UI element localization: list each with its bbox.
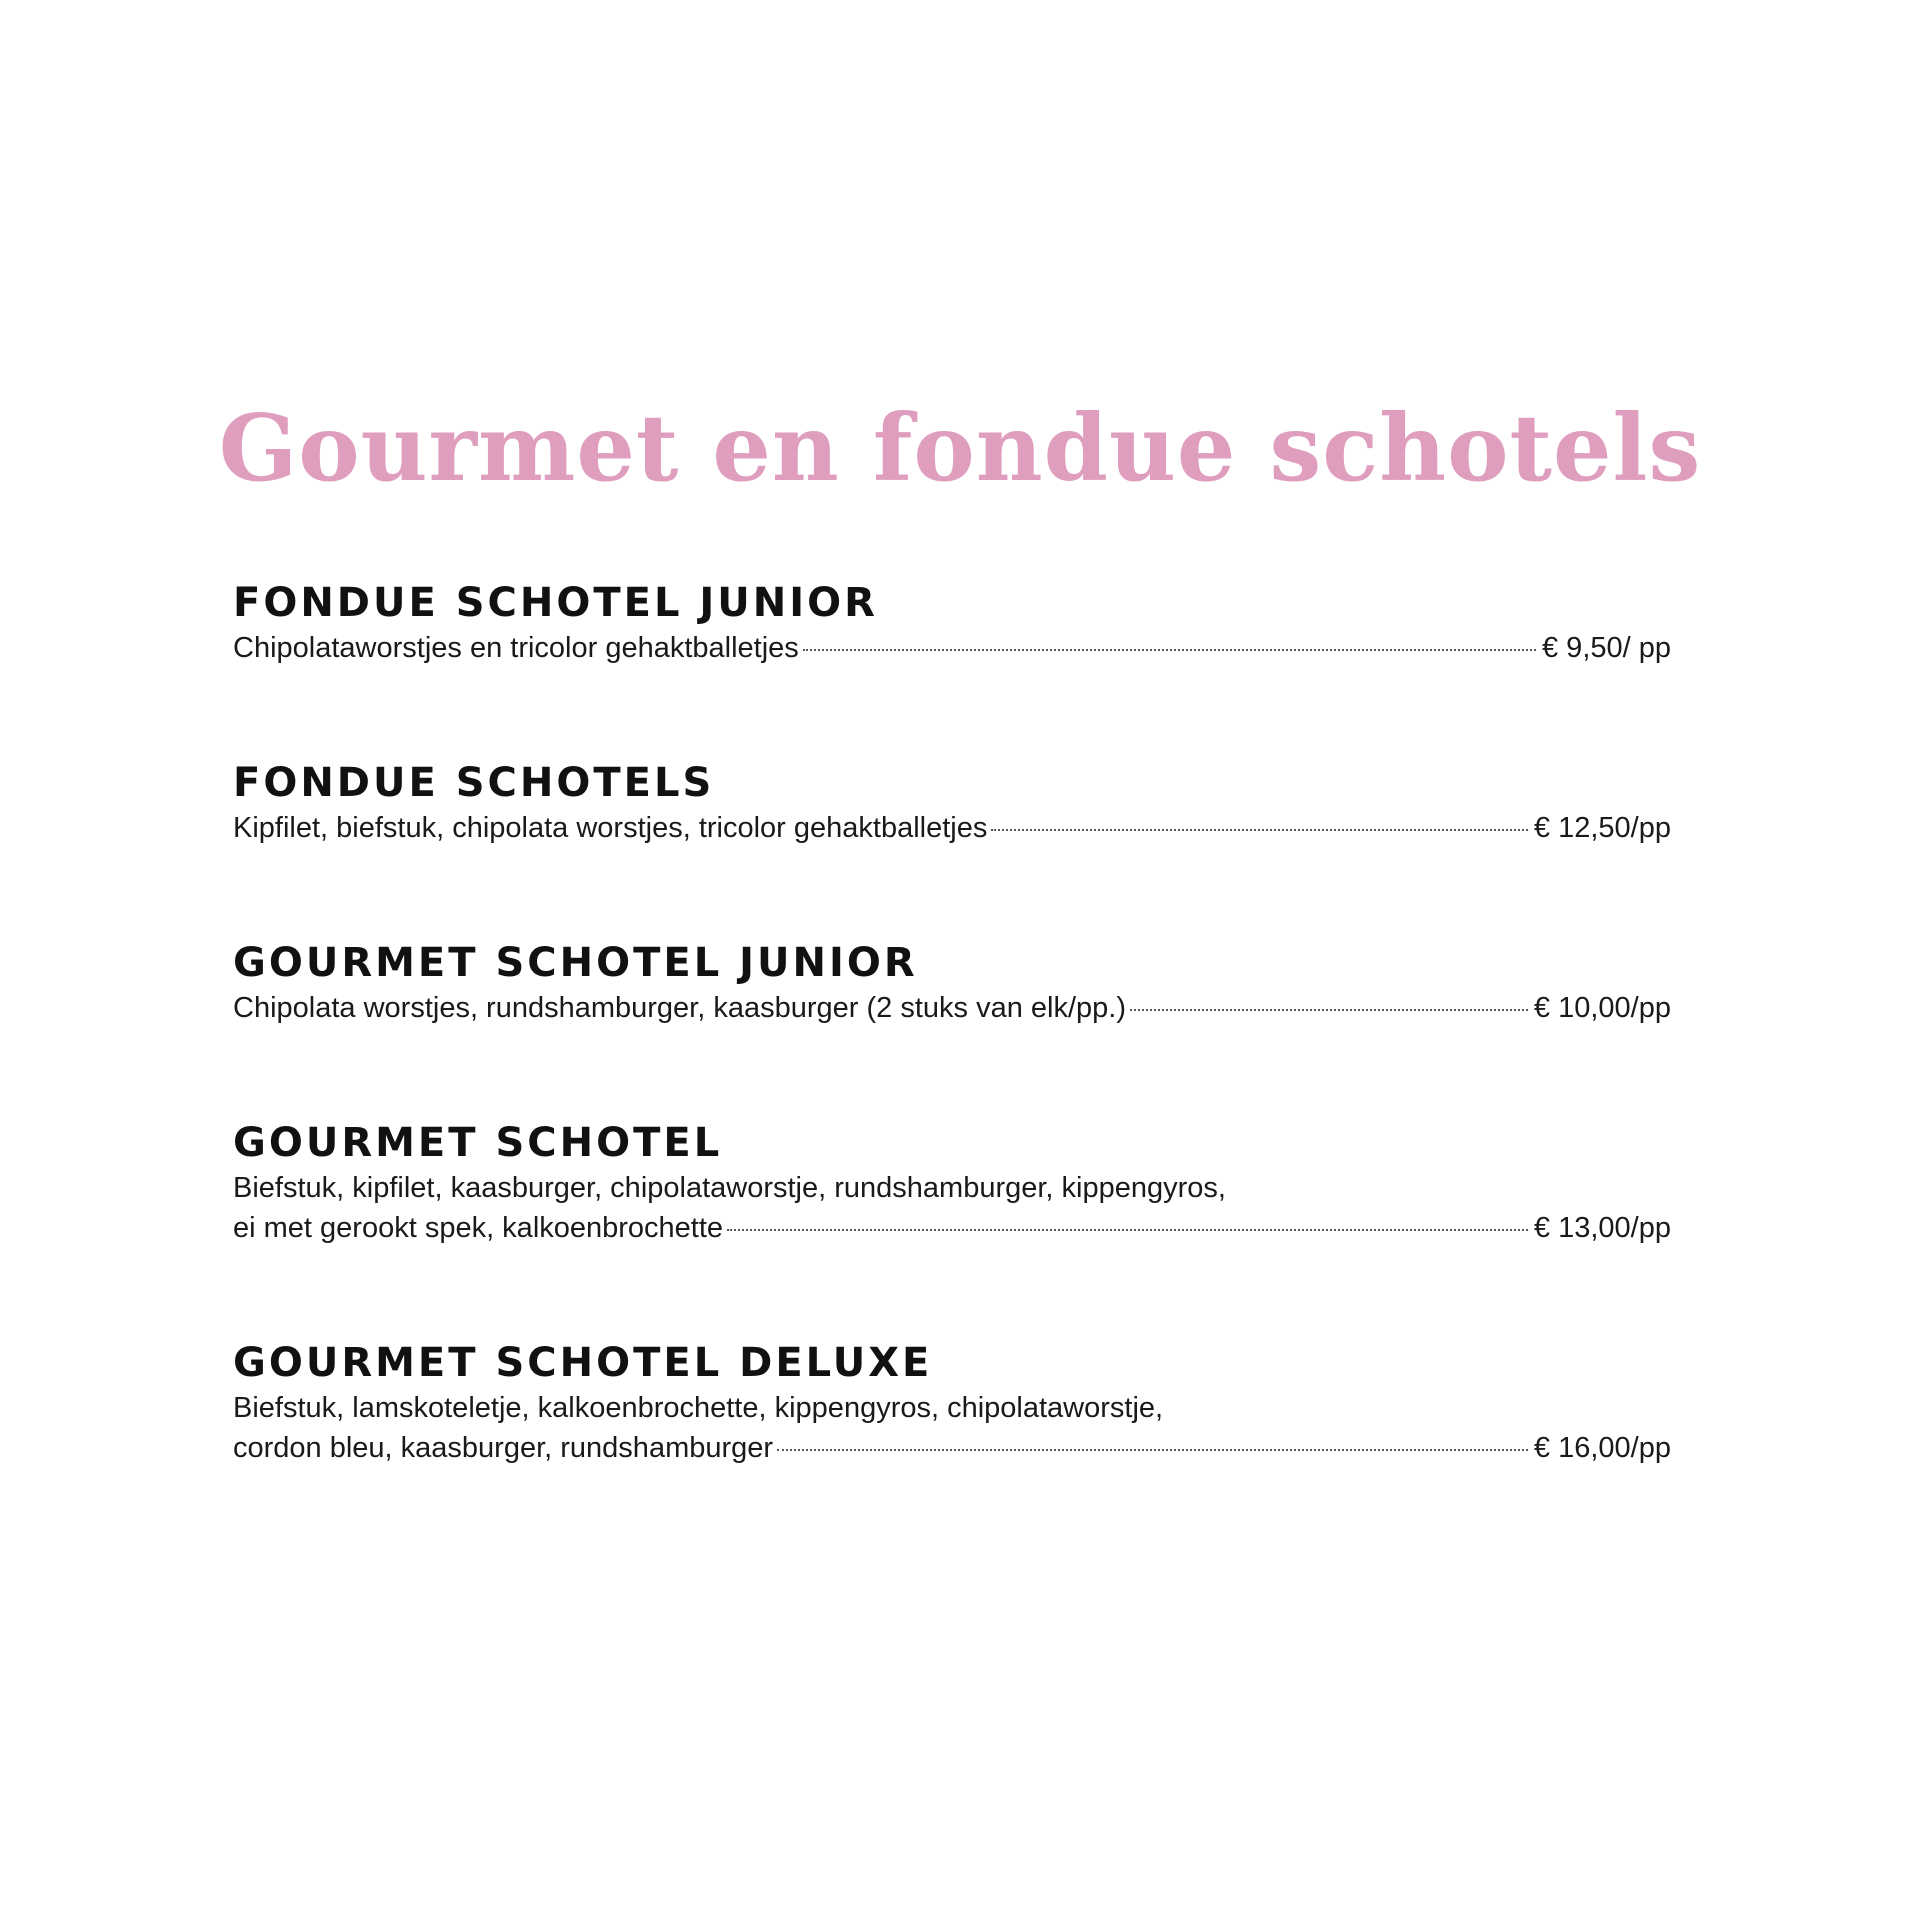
- menu-item: [233, 578, 1671, 668]
- item-description-line: Biefstuk, lamskoteletje, kalkoenbrochette, kippengyros, chipolataworstje,: [233, 1392, 1164, 1424]
- menu-item: [233, 938, 1671, 1028]
- dotted-leader: [727, 1229, 1528, 1231]
- item-name: GOURMET SCHOTEL DELUXE: [233, 1340, 933, 1386]
- menu-item: [233, 758, 1671, 848]
- menu-list: [233, 578, 1671, 1468]
- dotted-leader: [777, 1449, 1528, 1451]
- dotted-leader: [803, 649, 1536, 651]
- item-description-line: cordon bleu, kaasburger, rundshamburger: [233, 1432, 774, 1464]
- dotted-leader: [991, 829, 1528, 831]
- item-description: Chipolataworstjes en tricolor gehaktballetjes: [233, 632, 799, 664]
- item-description: Chipolata worstjes, rundshamburger, kaasburger (2 stuks van elk/pp.): [233, 992, 1126, 1024]
- item-price: € 13,00/pp: [1533, 1212, 1671, 1244]
- item-price-row: [233, 1208, 1671, 1248]
- item-description-line: Biefstuk, kipfilet, kaasburger, chipolataworstje, rundshamburger, kippengyros,: [233, 1172, 1226, 1204]
- item-price-row: [233, 988, 1671, 1028]
- item-price-row: [233, 1428, 1671, 1468]
- item-price: € 16,00/pp: [1533, 1432, 1671, 1464]
- item-price: € 12,50/pp: [1533, 812, 1671, 844]
- item-price-row: [233, 628, 1671, 668]
- item-price-row: [233, 808, 1671, 848]
- menu-item: [233, 1338, 1671, 1468]
- item-price: € 10,00/pp: [1533, 992, 1671, 1024]
- item-name: FONDUE SCHOTELS: [233, 760, 715, 806]
- item-description: Kipfilet, biefstuk, chipolata worstjes, tricolor gehaktballetjes: [233, 812, 988, 844]
- menu-item: [233, 1118, 1671, 1248]
- item-name: GOURMET SCHOTEL JUNIOR: [233, 940, 918, 986]
- item-price: € 9,50/ pp: [1542, 632, 1671, 664]
- item-name: FONDUE SCHOTEL JUNIOR: [233, 580, 878, 626]
- dotted-leader: [1130, 1009, 1528, 1011]
- item-name: GOURMET SCHOTEL: [233, 1120, 723, 1166]
- item-description-line: ei met gerookt spek, kalkoenbrochette: [233, 1212, 724, 1244]
- page-title: Gourmet en fondue schotels: [218, 393, 1702, 502]
